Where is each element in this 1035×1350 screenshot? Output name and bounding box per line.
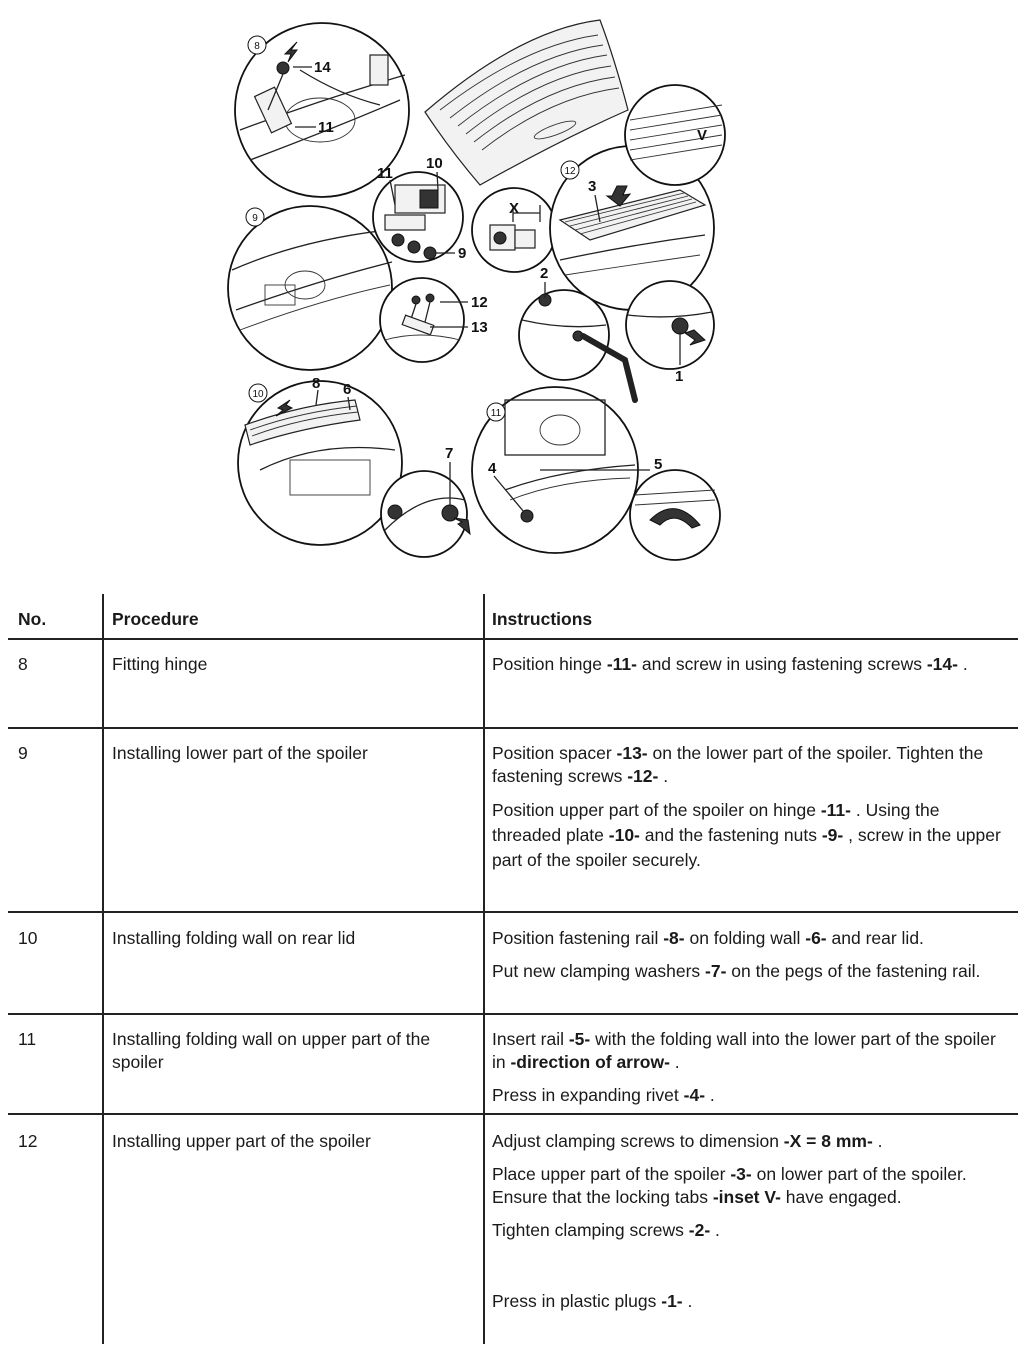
instruction-text: Put new clamping washers <box>492 961 706 981</box>
inset-tag-9 <box>246 208 264 226</box>
instruction-text: . <box>669 1052 680 1072</box>
header-divider <box>8 638 1018 640</box>
instruction-text: Place upper part of the spoiler <box>492 1164 731 1184</box>
callout-6: 6 <box>343 381 352 398</box>
instruction-text: and screw in using fastening screws <box>636 654 927 674</box>
instruction-paragraph <box>492 1130 1012 1153</box>
row-instructions <box>492 1130 1012 1313</box>
callout-8: 8 <box>312 375 321 392</box>
callout-12: 12 <box>471 294 488 311</box>
callout-13: 13 <box>471 319 488 336</box>
callout-11-hinge: 11 <box>318 119 334 136</box>
row-no: 8 <box>18 654 28 674</box>
callout-11: 11 <box>377 165 393 182</box>
inset-threaded-plate <box>373 172 463 262</box>
instruction-text: on lower part of the spoiler. Ensure that the locking tabs <box>492 1164 967 1207</box>
instruction-text: . <box>658 766 669 786</box>
instruction-paragraph <box>492 1290 1012 1313</box>
part-reference: -9- <box>821 825 844 845</box>
instruction-text: Adjust clamping screws to dimension <box>492 1131 784 1151</box>
part-reference: -8- <box>663 928 685 948</box>
header-procedure: Procedure <box>112 609 199 629</box>
row-instructions <box>492 742 1012 883</box>
row-procedure: Installing folding wall on upper part of the spoiler <box>112 1029 431 1072</box>
svg-text:8: 8 <box>254 41 260 52</box>
row-procedure: Installing lower part of the spoiler <box>112 743 368 763</box>
instruction-paragraph <box>492 1163 1012 1209</box>
part-reference: -12- <box>627 766 659 786</box>
instruction-text: . <box>710 1220 720 1240</box>
part-reference: -6- <box>805 928 827 948</box>
instruction-text: Insert rail <box>492 1029 569 1049</box>
callout-4: 4 <box>488 460 497 477</box>
row-divider <box>8 727 1018 729</box>
part-reference: -1- <box>661 1291 683 1311</box>
instruction-text: have engaged. <box>780 1187 902 1207</box>
instruction-text: with the folding wall into the lower part of the spoiler in <box>492 1029 996 1072</box>
instruction-paragraph <box>492 960 1012 983</box>
row-instructions <box>492 1028 1012 1117</box>
row-no: 10 <box>18 928 38 948</box>
inset-spacer-screws <box>380 278 464 362</box>
svg-text:11: 11 <box>490 408 502 419</box>
instruction-text: Press in plastic plugs <box>492 1291 662 1311</box>
part-reference: -13- <box>616 743 648 763</box>
part-reference: -X = 8 mm- <box>783 1131 873 1151</box>
callout-7: 7 <box>445 445 454 462</box>
row-divider <box>8 1013 1018 1015</box>
instruction-paragraph <box>492 653 1012 676</box>
inset-tag-10 <box>249 384 267 402</box>
procedure-table <box>8 594 1018 1344</box>
header-instructions: Instructions <box>492 609 593 629</box>
instruction-text: and the fastening nuts <box>639 825 822 845</box>
row-procedure: Fitting hinge <box>112 654 208 674</box>
inset-v-locking-tabs <box>625 85 725 185</box>
row-divider <box>8 911 1018 913</box>
instruction-text: . <box>682 1291 693 1311</box>
callout-9: 9 <box>458 245 467 262</box>
header-no: No. <box>18 609 47 629</box>
part-reference: -11- <box>606 654 637 674</box>
part-reference: -7- <box>705 961 727 981</box>
row-instructions <box>492 653 1012 686</box>
instruction-text: on the pegs of the fastening rail. <box>726 961 981 981</box>
callout-1: 1 <box>675 368 684 385</box>
inset-tag-11 <box>487 403 505 421</box>
instruction-paragraph <box>492 742 1012 788</box>
row-procedure: Installing folding wall on rear lid <box>112 928 356 948</box>
part-reference: -3- <box>730 1164 752 1184</box>
callout-3: 3 <box>588 178 597 195</box>
svg-text:12: 12 <box>564 166 576 177</box>
part-reference: -14- <box>926 654 958 674</box>
part-reference: -4- <box>683 1085 706 1105</box>
part-reference: -11- <box>820 800 851 820</box>
instruction-text: . <box>872 1131 883 1151</box>
column-divider <box>483 594 485 1344</box>
inset-tag-8 <box>248 36 266 54</box>
instruction-text: . <box>705 1085 715 1105</box>
inset-clamping-washers <box>381 471 470 557</box>
instruction-text: Position upper part of the spoiler on hinge <box>492 800 821 820</box>
inset-10-folding-wall <box>238 381 402 545</box>
instruction-text: Tighten clamping screws <box>492 1220 689 1240</box>
instruction-text: . Using the threaded plate <box>492 800 940 845</box>
part-reference: -10- <box>608 825 640 845</box>
inset-tag-12 <box>561 161 579 179</box>
instruction-text: and rear lid. <box>826 928 924 948</box>
instruction-paragraph <box>492 1084 1012 1107</box>
row-no: 9 <box>18 743 28 763</box>
instruction-paragraph <box>492 1219 1012 1242</box>
instruction-text: Position spacer <box>492 743 617 763</box>
callout-10: 10 <box>426 155 443 172</box>
instruction-text: Position hinge <box>492 654 607 674</box>
part-reference: -5- <box>568 1029 591 1049</box>
instruction-text: on folding wall <box>684 928 806 948</box>
instruction-paragraph <box>492 1028 1012 1074</box>
svg-text:9: 9 <box>252 213 258 224</box>
column-divider <box>102 594 104 1344</box>
instruction-text: , screw in the upper part of the spoiler securely. <box>492 825 1001 870</box>
exploded-view-figure <box>0 0 1035 575</box>
callout-x: X <box>509 200 520 217</box>
part-reference: -direction of arrow- <box>510 1052 670 1072</box>
callout-v: V <box>697 127 708 144</box>
part-reference: -inset V- <box>712 1187 781 1207</box>
row-procedure: Installing upper part of the spoiler <box>112 1131 371 1151</box>
inset-direction-arrow <box>630 470 720 560</box>
inset-9-lower-spoiler <box>228 206 392 370</box>
row-no: 11 <box>18 1029 37 1049</box>
part-reference: -2- <box>688 1220 711 1240</box>
callout-2: 2 <box>540 265 549 282</box>
instruction-paragraph <box>492 927 1012 950</box>
instruction-text: on the lower part of the spoiler. Tighten the fastening screws <box>492 743 984 786</box>
instruction-paragraph <box>492 798 1012 873</box>
instruction-text: . <box>957 654 968 674</box>
inset-plastic-plug <box>626 281 714 369</box>
instruction-text: Press in expanding rivet <box>492 1085 684 1105</box>
instruction-text: Position fastening rail <box>492 928 664 948</box>
svg-text:10: 10 <box>252 389 264 400</box>
assembly-diagram <box>0 0 1035 575</box>
row-instructions <box>492 927 1012 993</box>
callout-5: 5 <box>654 456 663 473</box>
row-no: 12 <box>18 1131 38 1151</box>
callout-14: 14 <box>314 59 331 76</box>
